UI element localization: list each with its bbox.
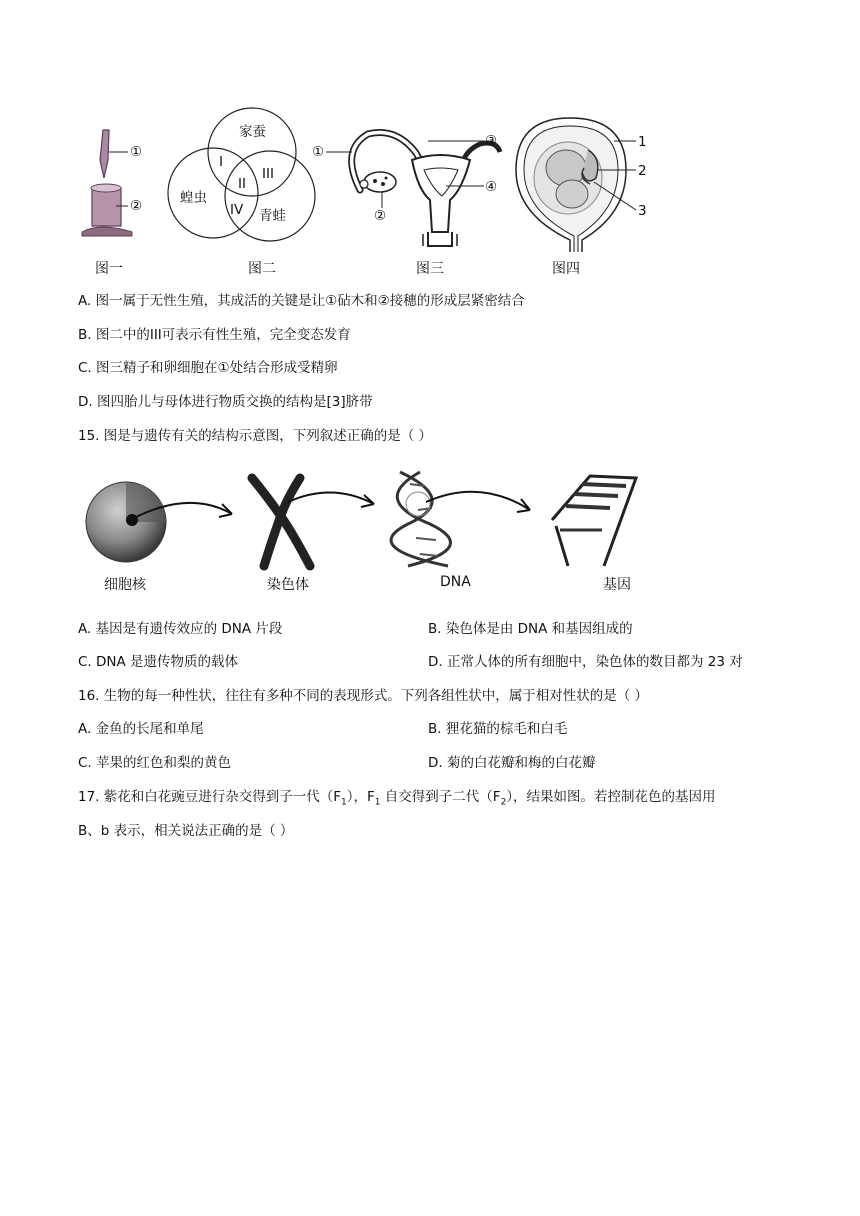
fig3-marker-4: ④ xyxy=(485,179,498,195)
q15-option-a: A. 基因是有遗传效应的 DNA 片段 xyxy=(78,621,283,637)
q15-stem: 15. 图是与遗传有关的结构示意图，下列叙述正确的是（ ） xyxy=(78,428,433,444)
fig1-marker-1: ① xyxy=(130,144,143,160)
q16-option-c: C. 苹果的红色和梨的黄色 xyxy=(78,755,232,771)
q16-option-d: D. 菊的白花瓣和梅的白花瓣 xyxy=(428,755,596,771)
fig4-marker-2: 2 xyxy=(638,163,647,179)
venn-label-frog: 青蛙 xyxy=(259,208,286,224)
fig3-marker-2: ② xyxy=(374,208,387,224)
venn-label-locust: 蝗虫 xyxy=(180,190,207,206)
venn-region-4: IV xyxy=(230,202,244,218)
q16-stem: 16. 生物的每一种性状，往往有多种不同的表现形式。下列各组性状中，属于相对性状的是（ ） xyxy=(78,688,649,704)
fig4-marker-1: 1 xyxy=(638,134,647,150)
q15-option-c: C. DNA 是遗传物质的载体 xyxy=(78,654,239,670)
caption-gene: 基因 xyxy=(603,577,631,593)
fig4-caption: 图四 xyxy=(552,261,580,277)
q17-stem-line1: 17. 紫花和白花豌豆进行杂交得到子一代$(F_1)$，$F_1$ 自交得到子二代$(F_2)$，结果如图。若控制花色的基因用 xyxy=(78,789,716,808)
caption-dna: DNA xyxy=(440,574,471,590)
q15-option-b: B. 染色体是由 DNA 和基因组成的 xyxy=(428,621,633,637)
caption-nucleus: 细胞核 xyxy=(104,577,146,593)
venn-label-silkworm: 家蚕 xyxy=(239,124,266,140)
fig3-marker-3: ③ xyxy=(485,133,498,149)
fig3-caption: 图三 xyxy=(416,261,444,277)
caption-chromosome: 染色体 xyxy=(267,577,309,593)
q14-option-c: C. 图三精子和卵细胞在①处结合形成受精卵 xyxy=(78,360,338,376)
q15-option-d: D. 正常人体的所有细胞中，染色体的数目都为 23 对 xyxy=(428,654,743,670)
q16-option-b: B. 狸花猫的棕毛和白毛 xyxy=(428,721,568,737)
venn-region-1: I xyxy=(219,154,223,170)
fig2-caption: 图二 xyxy=(248,261,276,277)
venn-region-2: II xyxy=(238,176,246,192)
venn-region-3: III xyxy=(262,166,274,182)
fig4-marker-3: 3 xyxy=(638,203,647,219)
q14-option-a: A. 图一属于无性生殖，其成活的关键是让①砧木和②接穗的形成层紧密结合 xyxy=(78,293,525,309)
q17-stem-line2: B、b 表示，相关说法正确的是（ ） xyxy=(78,823,294,839)
q14-option-b: B. 图二中的III可表示有性生殖，完全变态发育 xyxy=(78,327,351,343)
q16-option-a: A. 金鱼的长尾和单尾 xyxy=(78,721,204,737)
fig1-caption: 图一 xyxy=(95,261,123,277)
fig3-marker-1: ① xyxy=(312,144,325,160)
fig1-marker-2: ② xyxy=(130,198,143,214)
q14-option-d: D. 图四胎儿与母体进行物质交换的结构是[3]脐带 xyxy=(78,394,373,410)
